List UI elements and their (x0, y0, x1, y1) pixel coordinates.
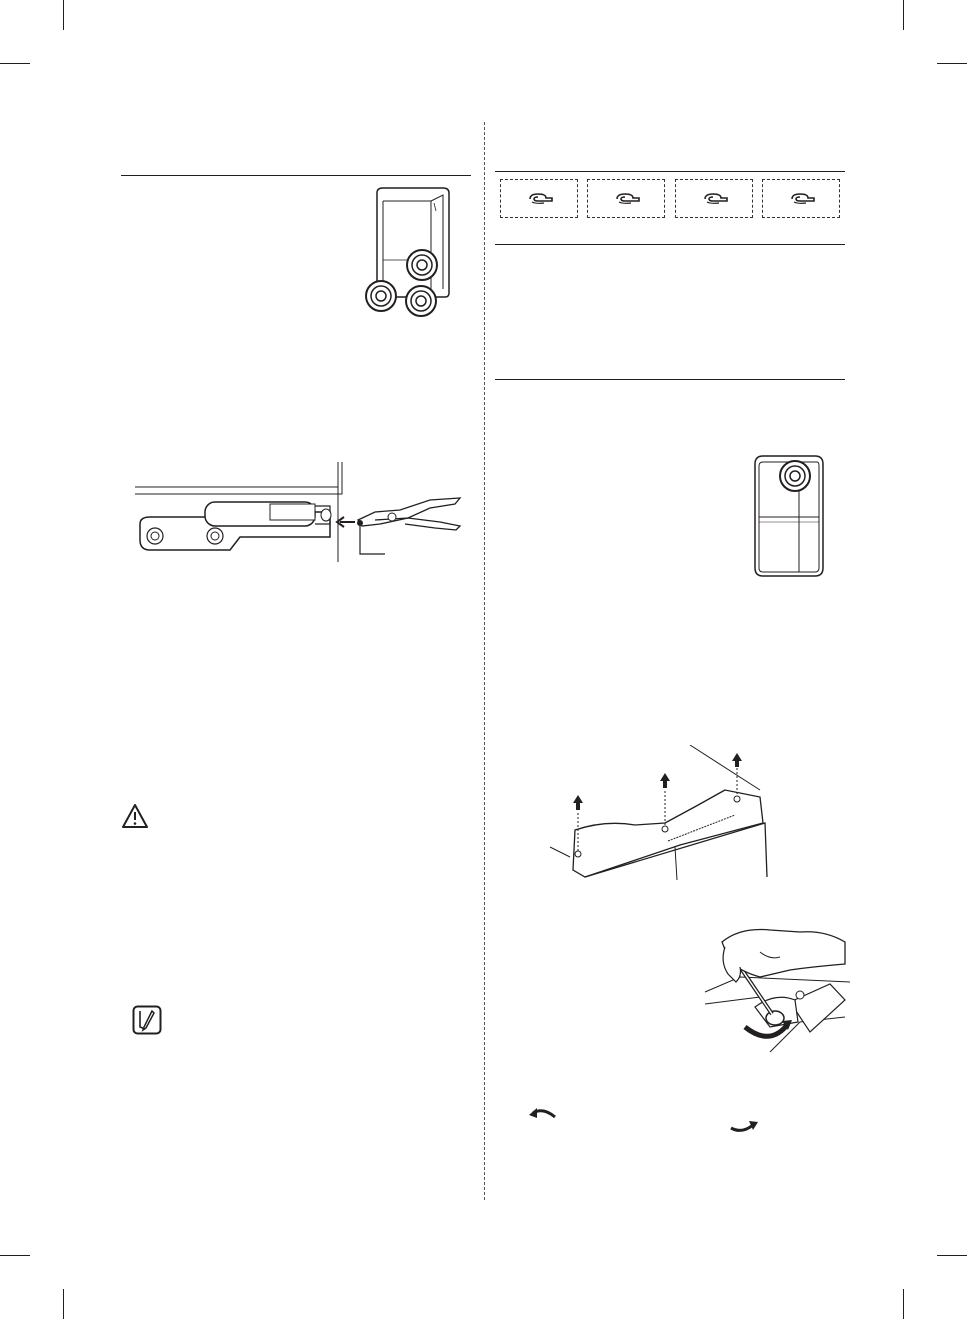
crop-mark (63, 0, 64, 30)
section-rule (495, 244, 845, 245)
column-divider (484, 122, 485, 1200)
crop-mark (937, 1255, 967, 1256)
clip-part-box (675, 179, 753, 218)
top-cover-screws-diagram (545, 745, 775, 885)
hex-key-adjust-diagram (700, 922, 850, 1062)
crop-mark (0, 1255, 30, 1256)
counterclockwise-arrow-icon (528, 1103, 558, 1121)
clockwise-arrow-icon (728, 1118, 760, 1136)
section-rule (121, 175, 471, 176)
fridge-hinge-diagram (355, 185, 465, 320)
clip-part-box (500, 179, 578, 218)
crop-mark (63, 1289, 64, 1319)
warning-triangle-icon (121, 803, 149, 829)
crop-mark (903, 0, 904, 30)
clip-icon (613, 191, 641, 207)
crop-mark (903, 1289, 904, 1319)
section-rule (495, 171, 845, 172)
crop-mark (0, 63, 30, 64)
clip-icon (788, 191, 816, 207)
clip-icon (526, 191, 554, 207)
section-rule (495, 379, 845, 380)
fridge-top-hinge-diagram (745, 452, 835, 582)
note-pencil-icon (132, 1005, 162, 1035)
clip-icon (701, 191, 729, 207)
clip-part-box (762, 179, 840, 218)
hinge-pliers-diagram (130, 462, 465, 567)
crop-mark (937, 63, 967, 64)
clip-part-box (587, 179, 665, 218)
